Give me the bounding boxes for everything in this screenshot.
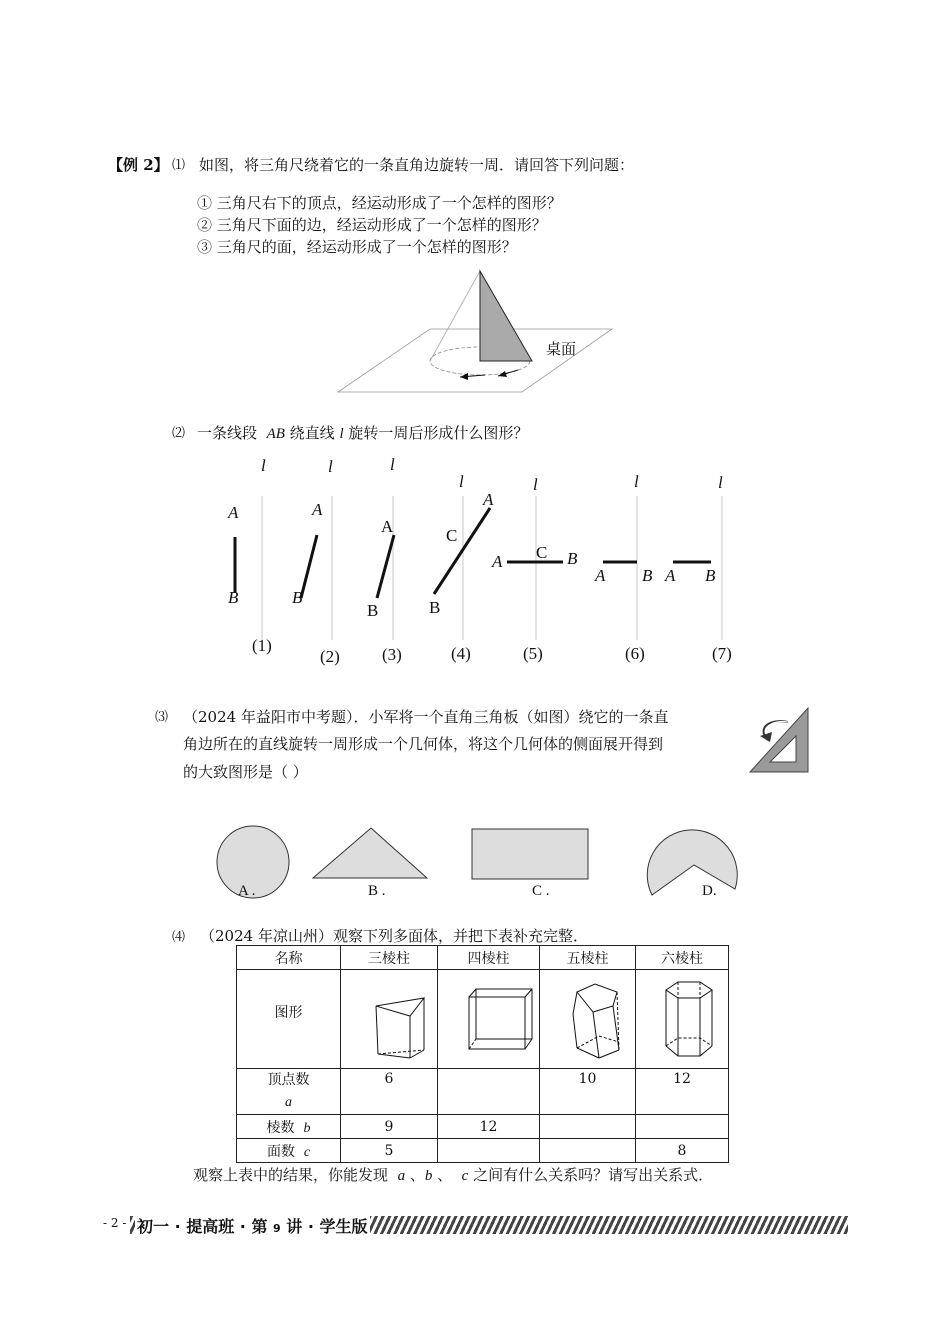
q2-l: l [339,426,344,442]
fig4-bottom: B [429,598,441,617]
vertices-var: a [285,1095,292,1110]
fig7-l: l [718,473,723,492]
conclusion-text-b: 之间有什么关系吗？请写出关系式． [473,1166,714,1184]
row-figure-label: 图形 [237,970,341,1069]
fig3-top: A [381,517,394,536]
fig2-l: l [328,457,333,476]
fig5-right: B [567,549,578,568]
fig3-bottom: B [367,601,379,620]
fig1-bottom: B [228,588,239,607]
triangular-prism-figure [341,970,438,1069]
fig4-top: A [483,490,494,509]
edges-hexagonal [636,1115,729,1139]
footer-text-a: 初一 · 提高班 · 第 [137,1217,268,1236]
header-hexagonal-prism: 六棱柱 [636,946,729,970]
fig4-mid: C [446,526,458,545]
fig7-left: A [665,566,676,585]
footer-label [135,1214,370,1237]
fig7-num: (7) [712,644,732,663]
header-triangular-prism: 三棱柱 [341,946,438,970]
fig5-left: A [492,552,503,571]
hexagonal-prism-figure [636,970,729,1069]
edges-triangular: 9 [341,1115,438,1139]
vertices-label-text: 顶点数 [267,1072,310,1088]
faces-var: c [303,1144,311,1160]
q2-number: ⑵ [172,426,186,441]
q4-number: ⑷ [172,930,186,945]
q4-conclusion: 观察上表中的结果，你能发现 a 、b 、 c 之间有什么关系吗？请写出关系式． [193,1166,714,1184]
edges-pentagonal [540,1115,636,1139]
header-pentagonal-prism: 五棱柱 [540,946,636,970]
fig3-l: l [390,455,395,474]
fig6-left: A [595,566,606,585]
vertices-hexagonal: 12 [636,1069,729,1115]
fig4-l: l [459,472,464,491]
pentagonal-prism-figure [540,970,636,1069]
vertices-pentagonal: 10 [540,1069,636,1115]
fig1-num: (1) [252,636,272,655]
fig4-num: (4) [451,644,471,663]
option-d: D. [702,883,717,899]
option-b: B . [368,883,386,899]
q1-sub-1: ① 三角尺右下的顶点，经运动形成了一个怎样的图形？ [197,194,562,212]
header-quadrangular-prism: 四棱柱 [438,946,540,970]
option-c: C . [532,883,550,899]
footer-text-b: 讲 · 学生版 [286,1217,368,1236]
q3-number: ⑶ [155,710,169,725]
q3-options-figure [205,825,755,905]
conclusion-var-b: b [424,1168,433,1184]
edges-quadrangular: 12 [438,1115,540,1139]
faces-quadrangular [438,1139,540,1163]
q1-sub-3: ③ 三角尺的面，经运动形成了一个怎样的图形？ [197,238,517,256]
q2-text-a: 一条线段 [197,424,258,442]
fig2-num: (2) [320,647,340,666]
q1-text: 如图，将三角尺绕着它的一条直角边旋转一周．请回答下列问题： [199,156,635,174]
q2-text-c: 旋转一周后形成什么图形？ [348,424,529,442]
q3-line-3: 的大致图形是（ ） [183,763,308,781]
fig5-mid: C [536,543,548,562]
fig3-num: (3) [382,645,402,664]
desk-label: 桌面 [546,340,577,358]
vertices-triangular: 6 [341,1069,438,1115]
q2-ab: AB [266,426,285,442]
faces-pentagonal [540,1139,636,1163]
q2-question [197,422,528,443]
conclusion-var-c: c [461,1168,469,1184]
conclusion-var-a: a [397,1168,406,1184]
fig1-top: A [228,503,239,522]
vertices-quadrangular [438,1069,540,1115]
q3-line-1: （2024 年益阳市中考题）．小军将一个直角三角板（如图）绕它的一条直 [183,708,669,726]
q1-number: ⑴ [172,158,186,173]
fig6-num: (6) [625,644,645,663]
page-number: - 2 - [103,1216,127,1230]
segment-rotation-figures [220,490,740,640]
option-a: A . [238,883,256,899]
row-vertices-label [237,1069,341,1115]
row-edges-label [237,1115,341,1139]
faces-hexagonal: 8 [636,1139,729,1163]
q4-text: （2024 年凉山州）观察下列多面体，并把下表补充完整． [200,927,588,945]
example-tag: 【例 2】 [108,156,169,174]
row-faces-label [237,1139,341,1163]
footer-lecture-number: 9 [273,1222,281,1235]
fig7-right: B [705,566,716,585]
conclusion-text-a: 观察上表中的结果，你能发现 [193,1166,389,1184]
fig6-l: l [634,472,639,491]
set-square-icon [748,706,812,774]
fig1-l: l [261,456,266,475]
faces-triangular: 5 [341,1139,438,1163]
edges-var: b [303,1120,311,1136]
fig2-top: A [312,500,323,519]
fig6-right: B [642,566,653,585]
q1-sub-2: ② 三角尺下面的边，经运动形成了一个怎样的图形？ [197,216,547,234]
fig2-bottom: B [292,588,303,607]
quadrangular-prism-figure [438,970,540,1069]
q3-line-2: 角边所在的直线旋转一周形成一个几何体，将这个几何体的侧面展开得到 [183,735,664,753]
fig5-l: l [533,475,538,494]
edges-label-text: 棱数 [266,1119,295,1136]
polyhedra-table [236,945,729,1163]
rotating-triangle-figure [330,265,630,395]
faces-label-text: 面数 [266,1143,295,1160]
q2-text-b: 绕直线 [289,424,335,442]
fig5-num: (5) [523,644,543,663]
header-name: 名称 [237,946,341,970]
